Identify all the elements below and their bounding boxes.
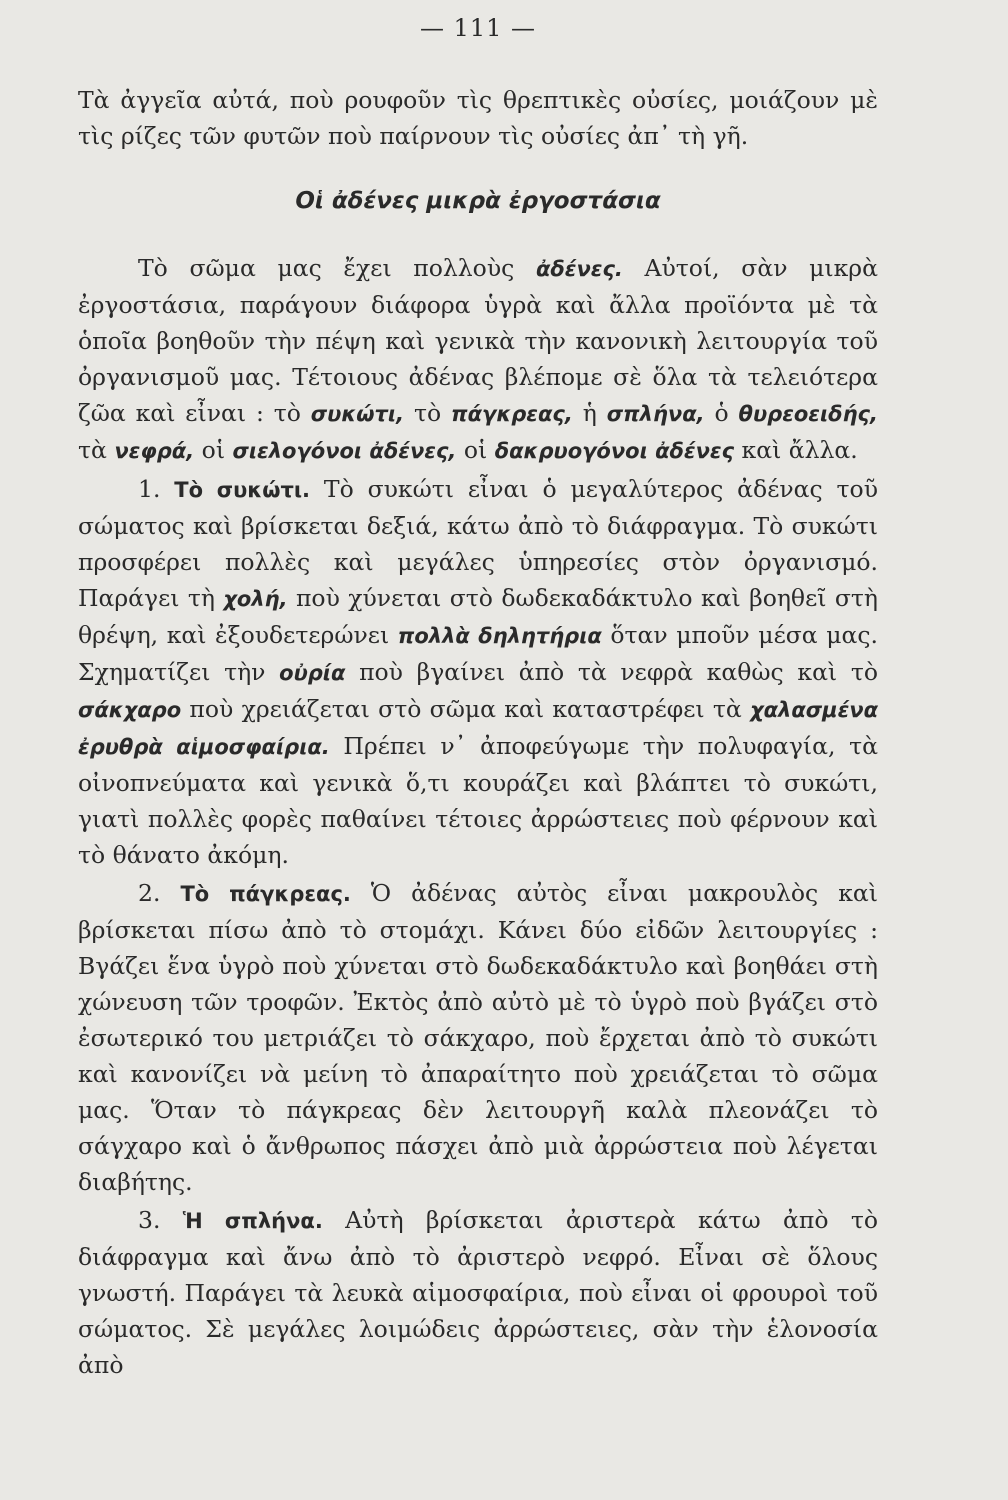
emphasis-kidneys: νεφρά,	[114, 439, 195, 463]
text-run: οἱ	[194, 436, 233, 464]
text-run: Τὸ συκώτι εἶναι ὁ μεγαλύτερος ἀδένας τοῦ σώματος καὶ βρίσκεται δεξιά, κάτω ἀπὸ τὸ διάφραγμα. Τὸ συκώτι προσφέρει πολλὲς καὶ μεγάλες ὑπηρεσίες στὸν ὀργανισμό. Παράγει τὴ	[78, 475, 878, 612]
text-run: τὰ	[78, 436, 115, 464]
text-run: ὁ	[704, 399, 739, 427]
text-run: τὸ	[404, 399, 451, 427]
emphasis-urea: οὐρία	[279, 661, 346, 685]
text-run: ἡ	[572, 399, 607, 427]
glands-paragraph	[78, 250, 878, 469]
liver-section	[78, 471, 878, 873]
emphasis-tear-glands: δακρυογόνοι ἀδένες	[494, 439, 735, 463]
text-run: καὶ ἄλλα.	[734, 436, 858, 464]
emphasis-pancreas: πάγκρεας,	[451, 402, 573, 426]
text-run: Τὸ σῶμα μας ἔχει πολλοὺς	[138, 254, 536, 282]
pancreas-title: Τὸ πάγκρεας.	[180, 882, 351, 906]
section-number: 3.	[138, 1206, 183, 1234]
emphasis-sugar: σάκχαρο	[78, 698, 182, 722]
spleen-title: Ἡ σπλήνα.	[182, 1209, 323, 1233]
text-run: ποὺ βγαίνει ἀπὸ τὰ νεφρὰ καθὼς καὶ τὸ	[345, 658, 878, 686]
text-run: Αὐτοί, σὰν μικρὰ ἐργοστάσια, παράγουν διάφορα ὑγρὰ καὶ ἄλλα προϊόντα μὲ τὰ ὁποῖα βοηθοῦν τὴν πέψη καὶ γενικὰ τὴν κανονικὴ λειτουργία τοῦ ὀργανισμοῦ μας. Τέτοιους ἀδένας βλέπομε σὲ ὅλα τὰ τελειότερα ζῶα καὶ εἶναι : τὸ	[78, 254, 878, 427]
emphasis-thyroid: θυρεοειδής,	[738, 402, 878, 426]
text-run: οἱ	[456, 436, 495, 464]
section-heading: Οἱ ἀδένες μικρὰ ἐργοστάσια	[295, 188, 661, 214]
text-run: Ὁ ἀδένας αὐτὸς εἶναι μακρουλὸς καὶ βρίσκεται πίσω ἀπὸ τὸ στομάχι. Κάνει δύο εἰδῶν λειτουργίες : Βγάζει ἕνα ὑγρὸ ποὺ χύνεται στὸ δωδεκαδάκτυλο καὶ βοηθάει στὴ χώνευση τῶν τροφῶν. Ἐκτὸς ἀπὸ αὐτὸ μὲ τὸ ὑγρὸ ποὺ βγάζει στὸ ἐσωτερικό του μετριάζει τὸ σάκχαρο, ποὺ ἔρχεται ἀπὸ τὸ συκώτι καὶ κανονίζει νὰ μείνη τὸ ἀπαραίτητο ποὺ χρειάζεται τὸ σῶμα μας. Ὅταν τὸ πάγκρεας δὲν λειτουργῆ καλὰ πλεονάζει τὸ σάγχαρο καὶ ὁ ἄνθρωπος πάσχει ἀπὸ μιὰ ἀρρώστεια ποὺ λέγεται διαβήτης.	[78, 879, 878, 1196]
intro-paragraph: Τὰ ἀγγεῖα αὐτά, ποὺ ρουφοῦν τὶς θρεπτικὲς οὐσίες, μοιάζουν μὲ τὶς ρίζες τῶν φυτῶν ποὺ παίρνουν τὶς οὐσίες ἀπ᾽ τὴ γῆ.	[78, 86, 878, 150]
emphasis-poisons: πολλὰ δηλητήρια	[397, 624, 602, 648]
spleen-section	[78, 1202, 878, 1383]
text-run: Πρέπει ν᾽ ἀποφεύγωμε τὴν πολυφαγία, τὰ οἰνοπνεύματα καὶ γενικὰ ὅ,τι κουράζει καὶ βλάπτει τὸ συκώτι, γιατὶ πολλὲς φορὲς παθαίνει τέτοιες ἀρρώστειες ποὺ φέρνουν καὶ τὸ θάνατο ἀκόμη.	[78, 732, 878, 869]
section-number: 1.	[138, 475, 175, 503]
page-number: — 111 —	[419, 14, 537, 42]
text-run: ποὺ χύνεται στὸ δωδεκαδάκτυλο καὶ βοηθεῖ στὴ θρέψη, καὶ ἐξουδετερώνει	[78, 584, 878, 649]
emphasis-glands: ἀδένες.	[535, 257, 623, 281]
text-run: ὅταν μποῦν μέσα μας. Σχηματίζει τὴν	[78, 621, 878, 686]
pancreas-section	[78, 875, 878, 1200]
emphasis-salivary-glands: σιελογόνοι ἀδένες,	[232, 439, 457, 463]
emphasis-liver: συκώτι,	[310, 402, 405, 426]
emphasis-red-cells: χαλασμένα ἐρυθρὰ αἱμοσφαίρια.	[78, 698, 878, 759]
liver-title: Τὸ συκώτι.	[174, 478, 311, 502]
text-run: Αὐτὴ βρίσκεται ἀριστερὰ κάτω ἀπὸ τὸ διάφραγμα καὶ ἄνω ἀπὸ τὸ ἀριστερὸ νεφρό. Εἶναι σὲ ὅλους γνωστή. Παράγει τὰ λευκὰ αἱμοσφαίρια, ποὺ εἶναι οἱ φρουροὶ τοῦ σώματος. Σὲ μεγάλες λοιμώδεις ἀρρώστειες, σὰν τὴν ἑλονοσία ἀπὸ	[78, 1206, 878, 1379]
emphasis-spleen: σπλήνα,	[606, 402, 705, 426]
emphasis-bile: χολή,	[223, 587, 288, 611]
section-number: 2.	[138, 879, 181, 907]
text-run: ποὺ χρειάζεται στὸ σῶμα καὶ καταστρέφει τὰ	[181, 695, 751, 723]
